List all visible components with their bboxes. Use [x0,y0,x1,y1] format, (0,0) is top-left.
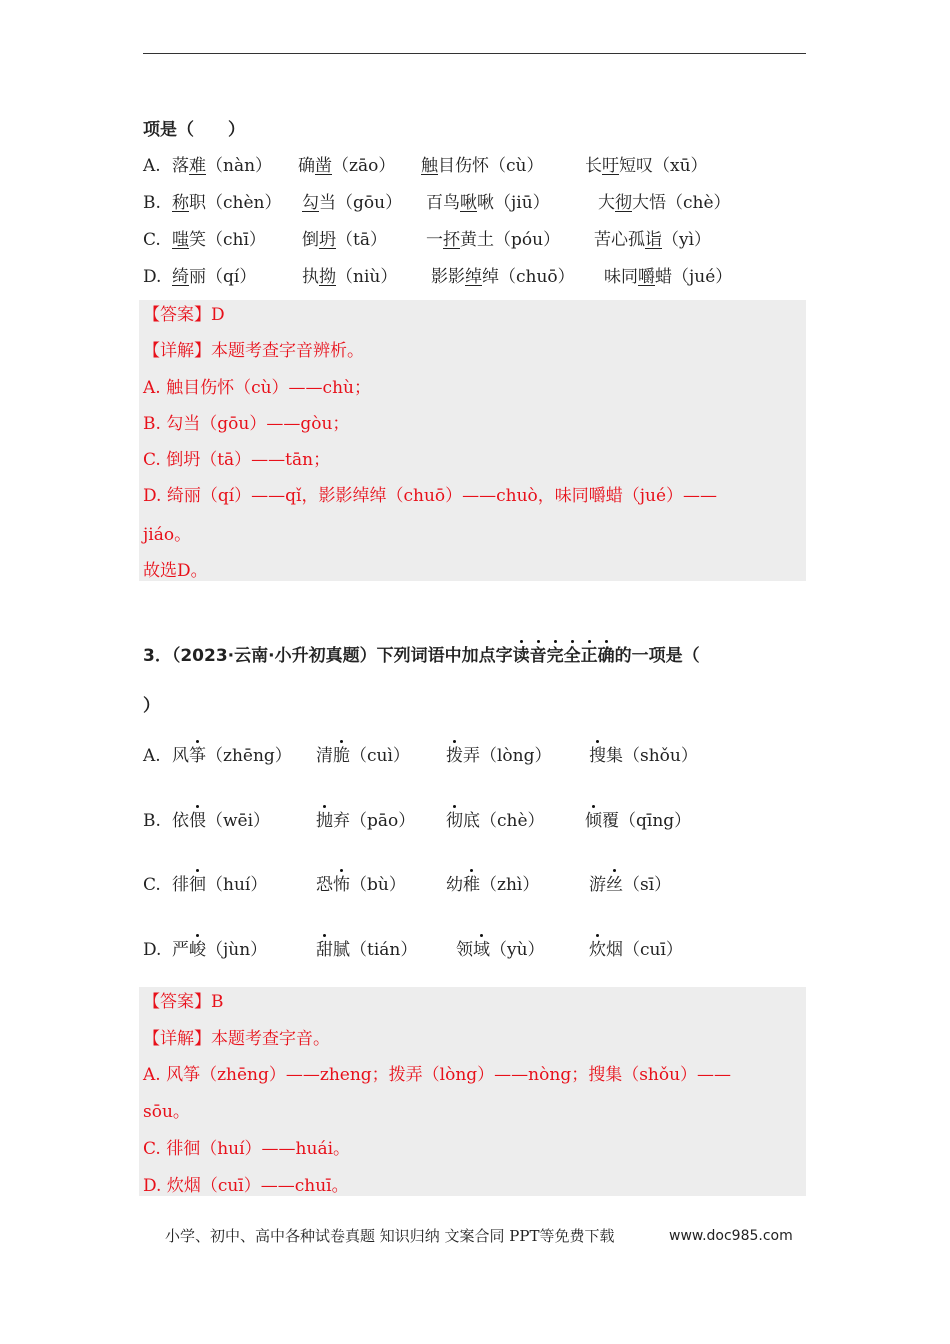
word-text: 依 [172,811,189,831]
q2-option-item [426,192,550,214]
marked-char: 彻 [615,193,632,213]
q2-explain-line: 【详解】本题考查字音辨析。 [143,341,364,361]
word-text: 执 [302,267,319,287]
q3-option-item [172,810,270,832]
marked-char: 怖 [333,875,350,895]
q3-option-label: A. [143,746,161,766]
pinyin: （qí） [206,267,257,287]
word-text: 一 [426,230,443,250]
q2-explain-line: B. 勾当（gōu）——gòu； [143,414,350,434]
word-text: 烟 [606,940,623,960]
marked-char: 甜 [316,940,333,960]
word-text: 大 [598,193,615,213]
q2-option-item [302,192,402,214]
word-text: 腻 [333,940,350,960]
word-text: 蜡 [655,267,672,287]
q3-stem [143,645,700,667]
marked-char: 稚 [463,875,480,895]
q3-answer-box [139,987,806,1196]
marked-char: 搜 [589,746,606,766]
q2-option-item [426,229,560,251]
footer-site-link[interactable]: www.doc985.com [669,1228,793,1244]
word-text: 大悟 [632,193,666,213]
word-text: 幼 [446,875,463,895]
marked-char: 彻 [446,811,463,831]
word-text: 影影 [431,267,465,287]
word-text: 严 [172,940,189,960]
marked-char: 绰 [465,267,482,287]
marked-char: 脆 [333,746,350,766]
pinyin: （jùn） [206,940,268,960]
q3-explain-line: D. 炊烟（cuī）——chuī。 [143,1176,349,1196]
header-rule [143,53,806,54]
q3-option-item [446,810,545,832]
q2-option-label: B. [143,193,161,213]
marked-char: 坍 [319,230,336,250]
marked-char: 峻 [189,940,206,960]
q3-option-item [172,874,267,896]
pinyin: （shǒu） [623,746,698,766]
q3-option-item [316,874,406,896]
marked-char: 抛 [316,811,333,831]
word-text: 当 [319,193,336,213]
q2-explain-line: D. 绮丽（qí）——qǐ，影影绰绰（chuō）——chuò，味同嚼蜡（jué）—— [143,486,718,506]
marked-char: 啾 [460,193,477,213]
word-text: 徘 [172,875,189,895]
q2-option-label: C. [143,230,161,250]
q3-stem-close: ） [143,696,160,716]
q2-option-item [594,229,711,251]
q2-explain-line: A. 触目伤怀（cù）——chù； [143,378,371,398]
q2-explain-line: C. 倒坍（tā）——tān； [143,450,331,470]
q2-option-item [302,266,397,288]
dotted-char: 读 [512,646,530,666]
word-text: 集 [606,746,623,766]
q2-option-item [172,192,281,214]
dotted-char: 全 [563,646,581,666]
word-text: 弄 [463,746,480,766]
pinyin: （zāo） [332,156,396,176]
pinyin: （chī） [206,230,266,250]
word-text: 覆 [602,811,619,831]
q3-explain-line: C. 徘徊（huí）——huái。 [143,1139,351,1159]
marked-char: 称 [172,193,189,213]
q2-option-item [302,229,387,251]
word-text: 弃 [333,811,350,831]
q2-option-label: D. [143,267,162,287]
word-text: 目伤怀 [438,156,489,176]
word-text: 职 [189,193,206,213]
q3-option-item [589,939,683,961]
pinyin: （qīng） [619,811,692,831]
marked-char: 拗 [319,267,336,287]
marked-char: 吁 [602,156,619,176]
marked-char: 丝 [606,875,623,895]
q2-option-item [172,266,256,288]
word-text: 恐 [316,875,333,895]
word-text: 确 [298,156,315,176]
q2-option-item [298,155,395,177]
q3-stem-b: 的一项是（ [614,646,700,666]
q3-option-item [316,810,415,832]
pinyin: （chè） [666,193,731,213]
pinyin: （xū） [653,156,708,176]
word-text: 啾 [477,193,494,213]
q2-option-item [421,155,543,177]
footer-promo-text: 小学、初中、高中各种试卷真题 知识归纳 文案合同 PPT等免费下载 [165,1227,615,1245]
q2-answer: 【答案】D [143,305,225,325]
q3-option-label: D. [143,940,162,960]
marked-char: 炊 [589,940,606,960]
word-text: 倒 [302,230,319,250]
q2-option-item [172,229,266,251]
marked-char: 偎 [189,811,206,831]
marked-char: 抔 [443,230,460,250]
marked-char: 凿 [315,156,332,176]
word-text: 长 [585,156,602,176]
q3-option-item [172,745,292,767]
pinyin: （niù） [336,267,398,287]
marked-char: 勾 [302,193,319,213]
word-text: 领 [456,940,473,960]
dotted-char: 音 [529,646,547,666]
q3-option-item [456,939,545,961]
word-text: 味同 [604,267,638,287]
q3-explain-line: 【详解】本题考查字音。 [143,1029,330,1049]
q3-option-item [316,745,410,767]
q3-explain-line: A. 风筝（zhēng）——zheng；拨弄（lòng）——nòng；搜集（shǒu）—— [143,1065,732,1085]
q3-option-item [446,874,539,896]
q3-option-item [446,745,552,767]
q3-option-label: C. [143,875,161,895]
q2-option-label: A. [143,156,161,176]
pinyin: （pāo） [350,811,416,831]
dotted-char: 完 [546,646,564,666]
dotted-char: 正 [580,646,598,666]
pinyin: （yù） [490,940,545,960]
pinyin: （nàn） [206,156,273,176]
word-text: 笑 [189,230,206,250]
q3-option-item [172,939,267,961]
pinyin: （bù） [350,875,406,895]
word-text: 落 [172,156,189,176]
q2-stem-tail: 项是（ ） [143,120,245,140]
q3-stem-a: （2023·云南·小升初真题）下列词语中加点字 [171,646,513,666]
q3-stem-dotted [513,646,615,666]
marked-char: 诣 [645,230,662,250]
word-text: 百鸟 [426,193,460,213]
word-text: 苦心孤 [594,230,645,250]
marked-char: 触 [421,156,438,176]
pinyin: （tián） [350,940,418,960]
pinyin: （cuī） [623,940,683,960]
pinyin: （cuì） [350,746,410,766]
pinyin: （tā） [336,230,387,250]
word-text: 游 [589,875,606,895]
word-text: 风 [172,746,189,766]
pinyin: （sī） [623,875,672,895]
marked-char: 嚼 [638,267,655,287]
marked-char: 嗤 [172,230,189,250]
q3-option-item [589,874,671,896]
q2-option-item [172,155,272,177]
pinyin: （chuō） [499,267,575,287]
q2-option-item [431,266,575,288]
pinyin: （jiū） [494,193,550,213]
q3-number: 3． [143,646,172,666]
pinyin: （chè） [480,811,545,831]
pinyin: （chèn） [206,193,282,213]
pinyin: （cù） [489,156,544,176]
marked-char: 绮 [172,267,189,287]
pinyin: （wēi） [206,811,271,831]
q3-answer: 【答案】B [143,992,224,1012]
marked-char: 筝 [189,746,206,766]
word-text: 丽 [189,267,206,287]
q3-option-item [585,810,691,832]
marked-char: 徊 [189,875,206,895]
word-text: 短叹 [619,156,653,176]
marked-char: 域 [473,940,490,960]
q2-option-item [585,155,708,177]
marked-char: 难 [189,156,206,176]
word-text: 绰 [482,267,499,287]
q2-option-item [604,266,732,288]
q3-option-item [589,745,698,767]
word-text: 底 [463,811,480,831]
pinyin: （zhì） [480,875,540,895]
dotted-char: 确 [597,646,615,666]
q3-option-item [316,939,417,961]
pinyin: （gōu） [336,193,403,213]
word-text: 清 [316,746,333,766]
q3-explain-line: sōu。 [143,1102,190,1122]
q3-option-label: B. [143,811,161,831]
q2-explain-line: jiáo。 [143,525,192,545]
marked-char: 倾 [585,811,602,831]
pinyin: （huí） [206,875,268,895]
marked-char: 拨 [446,746,463,766]
pinyin: （jué） [672,267,733,287]
word-text: 黄土 [460,230,494,250]
pinyin: （zhēng） [206,746,292,766]
q2-option-item [598,192,731,214]
pinyin: （yì） [662,230,712,250]
q2-explain-line: 故选D。 [143,561,208,581]
pinyin: （póu） [494,230,561,250]
pinyin: （lòng） [480,746,552,766]
